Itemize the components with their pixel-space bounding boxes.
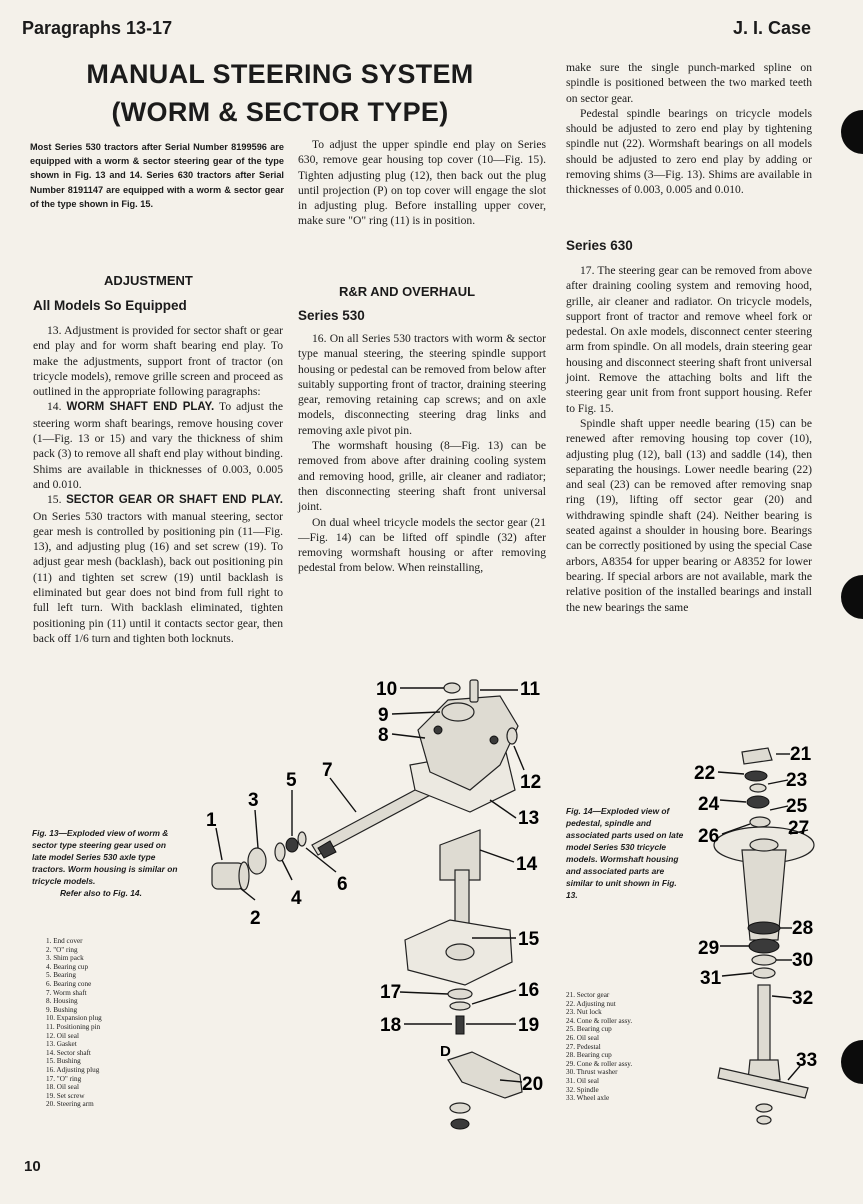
callout-26: 26 xyxy=(698,826,720,847)
fig14-caption: Fig. 14—Exploded view of pedestal, spindle and associated parts used on late model Series 530 tricycle models. Wormshaft housing and associated parts are similar to unit shown in Fig. 13. xyxy=(566,806,684,900)
axle-nut xyxy=(756,1104,772,1112)
axle-washer xyxy=(757,1116,771,1124)
callout-23: 23 xyxy=(786,770,808,791)
legend-item: 7. Worm shaft xyxy=(46,988,87,997)
title-line-1: MANUAL STEERING SYSTEM xyxy=(86,59,474,89)
legend-item: 23. Nut lock xyxy=(566,1008,602,1017)
legend-item: 18. Oil seal xyxy=(46,1083,79,1092)
legend-item: 25. Bearing cup xyxy=(566,1025,612,1034)
page-header-right: J. I. Case xyxy=(732,18,811,38)
legend-item: 29. Cone & roller assy. xyxy=(566,1059,633,1068)
legend-item: 28. Bearing cup xyxy=(566,1051,612,1060)
intro-paragraph: Most Series 530 tractors after Serial Number 8199596 are equipped with a worm & sector steering gear of the type shown in Fig. 13 and 14. Series 630 tractors after Serial Number 8191147 are equipped with a worm & sector gear of the type shown in Fig. 15. xyxy=(30,142,284,209)
callout-24: 24 xyxy=(698,794,720,815)
legend-item: 9. Bushing xyxy=(46,1005,78,1014)
paragraph-13: 13. Adjustment is provided for sector shaft or gear end play and for worm shaft bearing end play. To make the adjustments, support front of tractor (on tricycle models), remove grille screen and proceed as outlined in the appropriate following paragraphs: xyxy=(33,324,283,399)
p14-text: To adjust the steering worm shaft bearings, remove housing cover (1—Fig. 13 or 15) and vary the thickness of shim pack (3) to remove all shaft end play without binding. Shims are available in thicknesses of 0.003, 0.005 and 0.010. xyxy=(33,400,283,491)
callout-8: 8 xyxy=(378,725,389,746)
callout-33: 33 xyxy=(796,1050,818,1071)
callout-5: 5 xyxy=(286,770,297,791)
legend-item: 27. Pedestal xyxy=(566,1042,601,1051)
projection-label: D xyxy=(440,1043,451,1060)
callout-16: 16 xyxy=(518,980,540,1001)
paragraph-16c: On dual wheel tricycle models the sector gear (21—Fig. 14) can be lifted off spindle (32) after removing wormshaft housing or after removing pedestal from below. When reinstalling, xyxy=(298,515,546,575)
callout-18: 18 xyxy=(380,1015,402,1036)
title-line-2: (WORM & SECTOR TYPE) xyxy=(111,97,449,127)
p15-text: On Series 530 tractors with manual steering, sector gear mesh is controlled by positioning pin (11—Fig. 13), and adjusting plug (16) and set screw (19). To adjust gear mesh (backlash), back out positioning pin (11) and tighten set screw (19) until backlash is eliminated but gear does not bind from full right to full left turn. With backlash eliminated, tighten positioning pin (11) until it contacts sector gear, then back off 1/6 turn and tighten both locknuts. xyxy=(33,509,283,645)
adjusting-nut-part xyxy=(745,771,767,781)
callout-11: 11 xyxy=(520,679,541,700)
callout-13: 13 xyxy=(518,808,540,829)
callout-19: 19 xyxy=(518,1015,540,1036)
legend-item: 14. Sector shaft xyxy=(46,1048,91,1057)
paragraph-pedestal: Pedestal spindle bearings on tricycle models should be adjusted to zero end play by tightening spindle nut (22). Wormshaft bearings on all models should be adjusted to zero end play by adding or removing shims (3—Fig. 13). Shims are available in thicknesses of 0.003, 0.005 and 0.010. xyxy=(566,106,812,197)
adjustment-heading: ADJUSTMENT xyxy=(104,273,193,288)
cone-roller-part xyxy=(747,796,769,808)
page-number: 10 xyxy=(24,1158,41,1175)
callout-12: 12 xyxy=(520,772,542,793)
callout-28: 28 xyxy=(792,918,814,939)
legend-item: 11. Positioning pin xyxy=(46,1022,101,1031)
callout-2: 2 xyxy=(250,908,261,929)
fig13-caption-text: Fig. 13—Exploded view of worm & sector type steering gear used on late model Series 530 axle type tractors. Worm housing is similar on tricycle models. xyxy=(32,828,178,886)
legend-item: 12. Oil seal xyxy=(46,1031,79,1040)
legend-item: 8. Housing xyxy=(46,997,78,1006)
p14-title: WORM SHAFT END PLAY. xyxy=(66,401,215,414)
callout-29: 29 xyxy=(698,938,720,959)
p15-number: 15. xyxy=(47,493,62,507)
callout-6: 6 xyxy=(337,874,348,895)
legend-item: 4. Bearing cup xyxy=(46,962,89,971)
legend-item: 16. Adjusting plug xyxy=(46,1065,100,1074)
callout-3: 3 xyxy=(248,790,259,811)
callout-7: 7 xyxy=(322,760,333,781)
callout-31: 31 xyxy=(700,968,722,989)
legend-item: 17. "O" ring xyxy=(46,1074,82,1083)
nut-lock-part xyxy=(750,784,766,792)
overhaul-heading: R&R AND OVERHAUL xyxy=(339,284,476,299)
callout-14: 14 xyxy=(516,854,538,875)
callout-21: 21 xyxy=(790,744,812,765)
legend-item: 15. Bushing xyxy=(46,1057,81,1066)
spindle-part xyxy=(758,985,770,1065)
legend-item: 31. Oil seal xyxy=(566,1076,599,1085)
legend-item: 5. Bearing xyxy=(46,971,76,980)
paragraph-17: 17. The steering gear can be removed from above after draining cooling system and removing hood, grille, air cleaner and radiator. On tricycle models, support front of tractor and remove wheel fork or pedestal. On axle models, disconnect center steering arm from spindle. On all models, drain steering gear housing and disconnect steering shaft front universal joint. Remove the attaching bolts and lift the steering gear unit from front support housing. Refer to Fig. 15. xyxy=(566,264,812,415)
fig13-refer: Refer also to Fig. 14. xyxy=(60,888,142,898)
legend-item: 33. Wheel axle xyxy=(566,1094,610,1103)
callout-9: 9 xyxy=(378,705,389,726)
callout-32: 32 xyxy=(792,988,814,1009)
page-header-left: Paragraphs 13-17 xyxy=(22,18,173,38)
bearing-cup-28-part xyxy=(748,922,780,934)
callout-27: 27 xyxy=(788,818,810,839)
series-530-heading: Series 530 xyxy=(298,308,365,323)
legend-item: 6. Bearing cone xyxy=(46,979,92,988)
callout-30: 30 xyxy=(792,950,814,971)
callout-25: 25 xyxy=(786,796,808,817)
legend-item: 19. Set screw xyxy=(46,1091,85,1100)
paragraph-continued: make sure the single punch-marked spline on spindle is positioned between the two marked teeth on sector gear. xyxy=(566,61,812,105)
paragraph-upper-spindle: To adjust the upper spindle end play on Series 630, remove gear housing top cover (10—Fig. 15). Tighten adjusting plug (12), then back out the plug until projection (P) on top cover will engage the slot in adjusting plug. Before installing upper cover, make sure "O" ring (11) is in position. xyxy=(298,138,546,228)
legend-item: 21. Sector gear xyxy=(566,991,610,999)
callout-4: 4 xyxy=(291,888,302,909)
p14-number: 14. xyxy=(47,400,62,414)
pedestal-bore xyxy=(750,839,778,851)
callout-22: 22 xyxy=(694,763,716,784)
paragraph-17b: Spindle shaft upper needle bearing (15) can be renewed after removing housing top cover (10), adjusting plug (12), ball (13) and saddle (14), then separating the housings. Lower needle bearing (22) and seal (23) can be removed after removing snap ring (19), lifting off sector gear (20) and withdrawing spindle shaft (24). Neither bearing is seated against a shoulder in housing bore. Bearings can be correctly positioned by using the special Case arbors, A8354 for upper bearing or A8352 for lower bearing. If special arbors are not available, mark the relative position of the installed bearings and install the new bearings the same xyxy=(566,416,812,614)
legend-item: 20. Steering arm xyxy=(46,1100,94,1109)
cone-roller-29-part xyxy=(749,939,779,953)
paragraph-16b: The wormshaft housing (8—Fig. 13) can be removed from above after draining cooling system and removing hood, grille, air cleaner and radiator; then disconnecting steering shaft front universal joint. xyxy=(298,439,546,514)
oil-seal-14-part xyxy=(750,817,770,827)
callout-17: 17 xyxy=(380,982,402,1003)
legend-item: 10. Expansion plug xyxy=(46,1014,102,1023)
legend-item: 32. Spindle xyxy=(566,1085,599,1094)
thrust-washer-part xyxy=(752,955,776,965)
legend-item: 24. Cone & roller assy. xyxy=(566,1016,633,1025)
paragraph-16: 16. On all Series 530 tractors with worm & sector type manual steering, the steering spindle support housing or pedestal can be removed from below after suitably supporting front of tractor, draining steering gear, removing retaining cap screws; and on axle models, disconnecting steering drag links and removing axle pivot pin. xyxy=(298,332,546,437)
sector-gear-14-part xyxy=(742,748,772,764)
series-630-heading: Series 630 xyxy=(566,238,633,253)
legend-item: 2. "O" ring xyxy=(46,945,78,954)
legend-item: 22. Adjusting nut xyxy=(566,999,616,1008)
legend-item: 30. Thrust washer xyxy=(566,1068,618,1077)
legend-item: 3. Shim pack xyxy=(46,954,84,963)
callout-10: 10 xyxy=(376,679,398,700)
callout-15: 15 xyxy=(518,929,540,950)
legend-item: 13. Gasket xyxy=(46,1040,77,1049)
callout-1: 1 xyxy=(206,810,217,831)
all-models-heading: All Models So Equipped xyxy=(33,298,187,313)
oil-seal-31-part xyxy=(753,968,775,978)
legend-item: 26. Oil seal xyxy=(566,1033,599,1042)
p15-title: SECTOR GEAR OR SHAFT END PLAY. xyxy=(66,494,284,507)
callout-20: 20 xyxy=(522,1074,544,1095)
legend-item: 1. End cover xyxy=(46,937,83,945)
